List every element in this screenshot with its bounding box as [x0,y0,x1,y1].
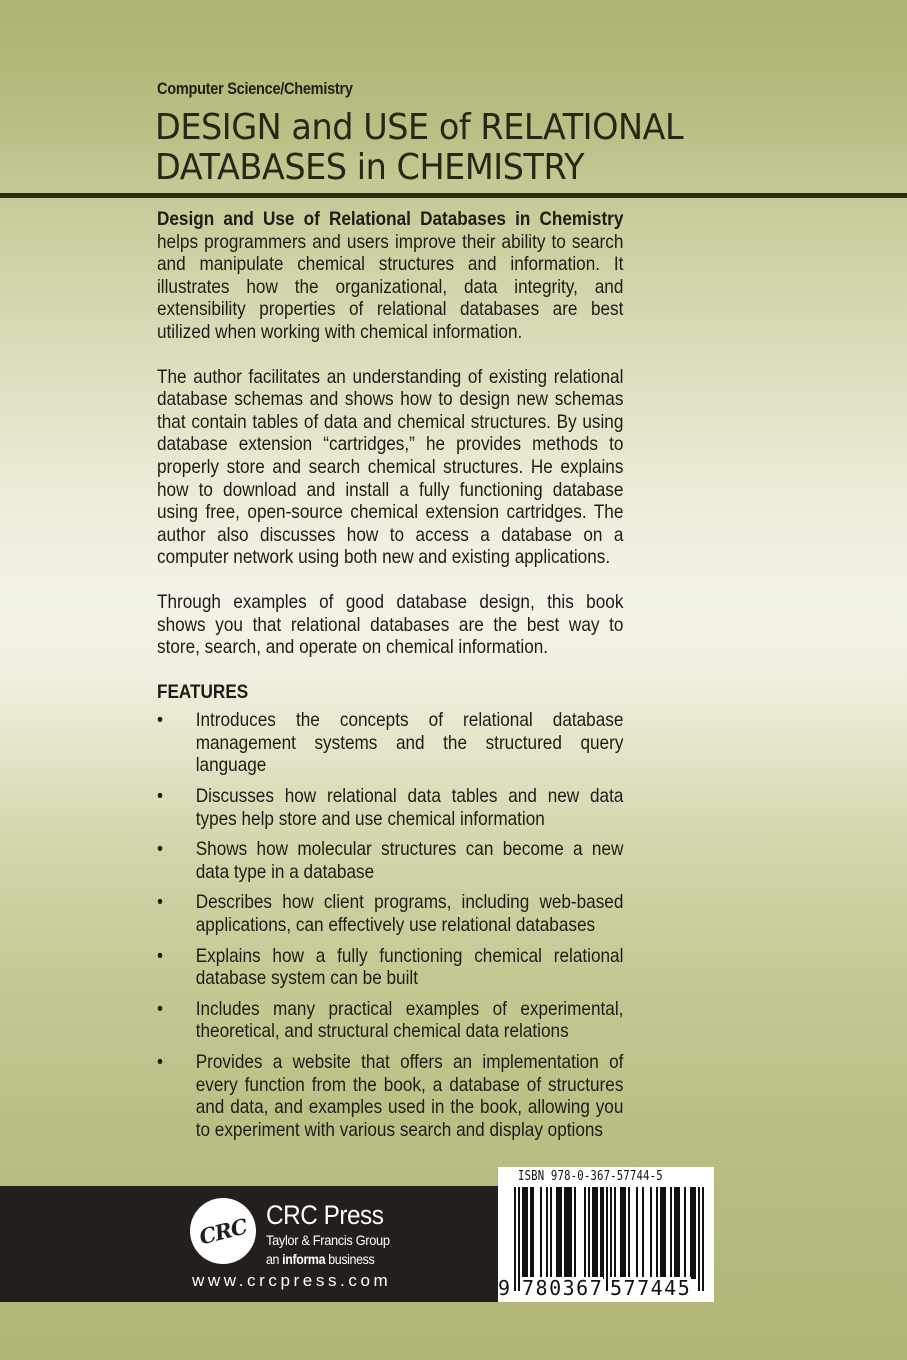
publisher-name: CRC Press [266,1200,384,1230]
book-title-inline: Design and Use of Relational Databases in Chemistry [157,208,624,230]
title-rule [0,193,907,198]
description-block [157,208,623,1149]
crc-logo-text: CRC [196,1213,250,1249]
informa-brand: informa [282,1252,326,1267]
barcode-bar [676,1187,678,1279]
bullet-icon: • [157,709,164,732]
feature-text: Discusses how relational data tables and new data types help store and use chemical information [195,785,624,830]
barcode-bar [678,1187,680,1279]
feature-text: Includes many practical examples of experimental, theoretical, and structural chemical data relations [195,997,624,1043]
publisher-business [266,1252,374,1267]
barcode-bar [674,1187,676,1279]
barcode-bar [602,1187,604,1279]
features-heading: FEATURES [157,680,249,703]
barcode-bar [698,1187,700,1291]
barcode-bar [670,1187,672,1279]
barcode-bar [656,1187,658,1279]
barcode-bar [684,1187,686,1279]
barcode-bar [622,1187,624,1279]
barcode-bar [550,1187,552,1279]
business-prefix: an [266,1252,283,1267]
barcode-first-digit: 9 [498,1276,511,1300]
barcode-bar [592,1187,594,1279]
barcode-bar [564,1187,566,1279]
barcode-bar [594,1187,596,1279]
barcode-bar [694,1187,696,1279]
barcode-bar [568,1187,570,1279]
crc-logo-icon [190,1198,256,1264]
barcode-bar [650,1187,652,1279]
book-title [155,108,683,188]
barcode-bar [662,1187,664,1279]
barcode-bar [514,1187,516,1291]
barcode-bar [522,1187,524,1279]
business-suffix: business [325,1252,375,1267]
feature-text: Describes how client programs, including web-based applications, can effectively use relational databases [195,891,624,937]
barcode-bar [530,1187,532,1279]
barcode-bar [620,1187,622,1279]
barcode-bar [690,1187,692,1279]
paragraph-1-text: helps programmers and users improve their ability to search and manipulate chemical structures and information. It illustrates how the organizational, data integrity, and extensibility properties of relational databases are best utilized when working with chemical information. [157,230,624,343]
barcode-bar [692,1187,694,1279]
barcode-bar [560,1187,562,1279]
barcode-box [498,1167,714,1302]
barcode-bar [556,1187,558,1279]
barcode-bar [546,1187,548,1279]
feature-item [157,709,623,777]
bullet-icon: • [157,891,164,914]
feature-text: Provides a website that offers an implementation of every function from the book, a database of structures and data, and examples used in the book, allowing you to experiment with various search and display options [195,1051,624,1141]
barcode-bar [532,1187,534,1279]
isbn-label: ISBN 978-0-367-57744-5 [518,1169,663,1184]
barcode-bar [540,1187,542,1279]
title-line-2: DATABASES in CHEMISTRY [155,147,585,188]
barcode-bar [628,1187,630,1279]
features-list [157,709,623,1141]
description-paragraph-2: The author facilitates an understanding of existing relational database schemas and shows how to design new schemas that contain tables of data and chemical structures. By using database extension “cartridges,” he provides methods to properly store and search chemical structures. He explains how to download and install a fully functioning database using free, open-source chemical extension cartridges. The author also discusses how to access a database on a computer network using both new and existing applications. [157,365,624,569]
barcode-bar [664,1187,666,1279]
bullet-icon: • [157,1051,164,1073]
barcode-bar [526,1187,528,1279]
barcode-bar [642,1187,644,1279]
barcode-bar [636,1187,638,1279]
feature-text: Explains how a fully functioning chemical relational database system can be built [195,944,624,990]
feature-item [157,891,623,936]
barcode-bar [614,1187,616,1279]
barcode-bar [660,1187,662,1279]
title-line-1: DESIGN and USE of RELATIONAL [155,107,684,148]
barcode-bar [558,1187,560,1279]
feature-text: Introduces the concepts of relational database management systems and the structured query language [195,709,624,777]
bullet-icon: • [157,997,164,1020]
description-paragraph-1 [157,208,623,344]
bullet-icon: • [157,785,164,808]
feature-item [157,838,623,883]
barcode-right-digits: 577445 [610,1276,692,1300]
publisher-group: Taylor & Francis Group [266,1232,390,1248]
barcode-bar [702,1187,704,1291]
barcode-bar [574,1187,576,1279]
barcode-bar [600,1187,602,1279]
publisher-url: www.crcpress.com [192,1271,392,1290]
feature-text: Shows how molecular structures can become a new data type in a database [195,838,624,883]
barcode-bar [524,1187,526,1279]
bullet-icon: • [157,838,164,861]
barcode-left-digits: 780367 [522,1276,604,1300]
feature-item [157,998,623,1043]
category-label: Computer Science/Chemistry [157,80,353,98]
feature-item [157,785,623,830]
barcode-bar [570,1187,572,1279]
bullet-icon: • [157,944,164,967]
barcode-bar [584,1187,586,1279]
barcode-bar [518,1187,520,1291]
feature-item [157,945,623,990]
feature-item [157,1051,623,1141]
description-paragraph-3: Through examples of good database design, this book shows you that relational databases are the best way to store, search, and operate on chemical information. [157,590,624,659]
barcode-bar [606,1187,608,1291]
barcode-bar [596,1187,598,1279]
barcode-bar [566,1187,568,1279]
barcode-bar [588,1187,590,1279]
barcode-bar [624,1187,626,1279]
